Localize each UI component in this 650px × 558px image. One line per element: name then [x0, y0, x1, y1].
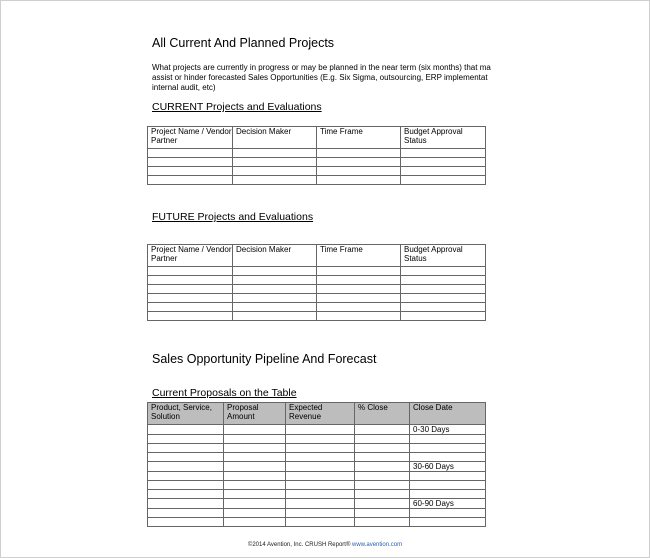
table-row	[148, 267, 486, 276]
col-header-project-name: Project Name / Vendor Partner	[148, 127, 233, 149]
col-header-proposal-amount: Proposal Amount	[224, 403, 286, 425]
current-projects-table	[147, 126, 486, 185]
col-header-percent-close: % Close	[355, 403, 410, 425]
col-header-time-frame: Time Frame	[317, 127, 401, 149]
col-header-expected-revenue: Expected Revenue	[286, 403, 355, 425]
table-row	[148, 462, 486, 472]
table-row	[148, 158, 486, 167]
col-header-close-date: Close Date	[410, 403, 486, 425]
proposals-heading: Current Proposals on the Table	[152, 387, 297, 399]
table-row	[148, 425, 486, 435]
table-row	[148, 444, 486, 453]
intro-line-2: assist or hinder forecasted Sales Opportunities (E.g. Six Sigma, outsourcing, ERP implementat	[152, 73, 488, 82]
intro-line-3: internal audit, etc)	[152, 83, 216, 92]
col-header-project-name: Project Name / Vendor Partner	[148, 245, 233, 267]
col-header-decision-maker: Decision Maker	[233, 127, 317, 149]
table-row	[148, 481, 486, 490]
table-row	[148, 472, 486, 481]
col-header-budget-approval: Budget Approval Status	[401, 245, 486, 267]
table-row	[148, 303, 486, 312]
table-row	[148, 509, 486, 518]
table-row	[148, 312, 486, 321]
pipeline-heading: Sales Opportunity Pipeline And Forecast	[152, 352, 377, 366]
table-row	[148, 435, 486, 444]
table-row	[148, 276, 486, 285]
table-row	[148, 453, 486, 462]
intro-line-1: What projects are currently in progress or may be planned in the near term (six months) that ma	[152, 63, 491, 72]
col-header-product-service: Product, Service, Solution	[148, 403, 224, 425]
table-row	[148, 490, 486, 499]
footer-copyright: ©2014 Avention, Inc. CRUSH Report®	[247, 542, 353, 548]
table-row	[148, 518, 486, 527]
col-header-budget-approval: Budget Approval Status	[401, 127, 486, 149]
close-date-group-30-60: 30-60 Days	[410, 462, 486, 472]
proposals-table	[147, 402, 486, 527]
close-date-group-0-30: 0-30 Days	[410, 425, 486, 435]
table-row	[148, 294, 486, 303]
table-row	[148, 149, 486, 158]
table-row	[148, 176, 486, 185]
col-header-time-frame: Time Frame	[317, 245, 401, 267]
col-header-decision-maker: Decision Maker	[233, 245, 317, 267]
table-row	[148, 285, 486, 294]
close-date-group-60-90: 60-90 Days	[410, 499, 486, 509]
future-projects-heading: FUTURE Projects and Evaluations	[152, 211, 314, 223]
table-row	[148, 167, 486, 176]
table-row	[148, 499, 486, 509]
page-footer	[0, 542, 650, 548]
current-projects-heading: CURRENT Projects and Evaluations	[152, 101, 322, 113]
footer-link[interactable]: www.avention.com	[352, 542, 403, 548]
intro-paragraph	[152, 63, 535, 96]
future-projects-table	[147, 244, 486, 321]
page-title: All Current And Planned Projects	[152, 36, 335, 50]
